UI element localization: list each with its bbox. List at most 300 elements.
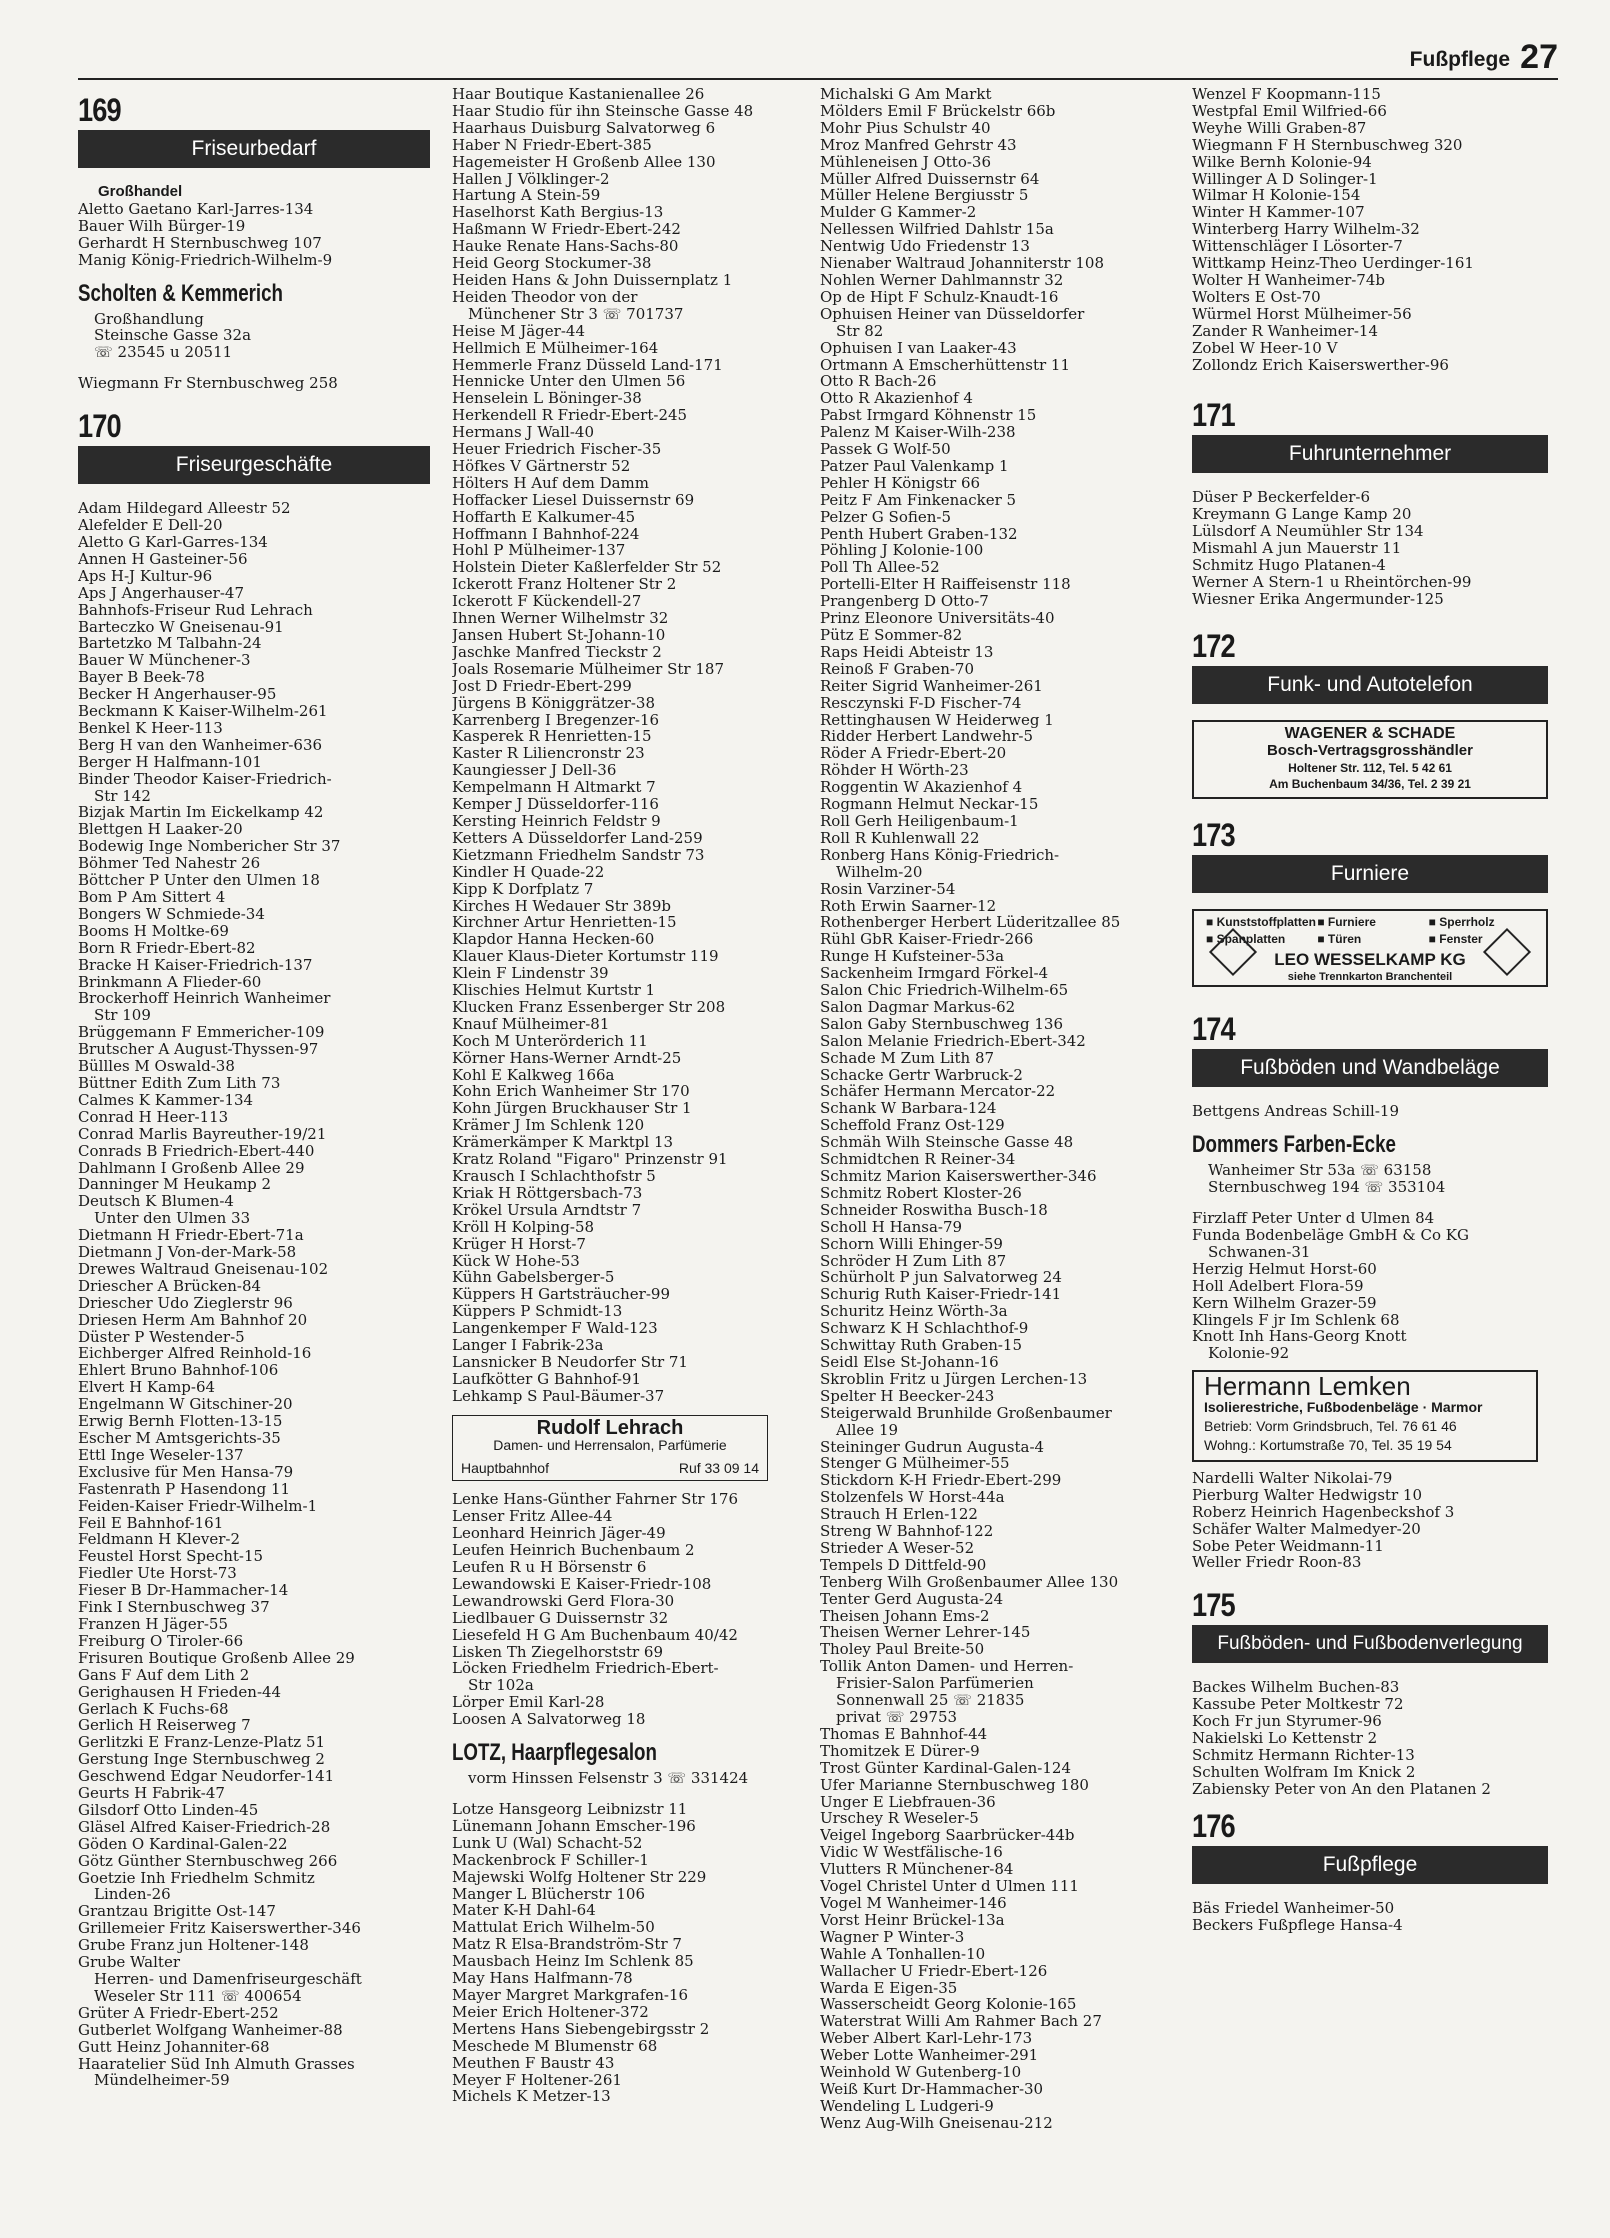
list-item: Warda E Eigen-35 [820,1979,958,1997]
list-item: Klauer Klaus-Dieter Kortumstr 119 [452,948,719,966]
list-item: Mulder G Kammer-2 [820,204,977,222]
list-item: Wagner P Winter-3 [820,1928,965,1946]
list-item: Großhandlung [94,310,204,328]
list-item: Mismahl A jun Mauerstr 11 [1192,540,1402,558]
list-item: Reiter Sigrid Wanheimer-261 [820,677,1043,695]
list-item: Ettl Inge Weseler-137 [78,1446,244,1464]
list-item: Wanheimer Str 53a ☏ 63158 [1208,1162,1432,1180]
list-item: Kirches H Wedauer Str 389b [452,897,671,915]
ad-wessel-products [1200,914,1540,948]
list-item: Heise M Jäger-44 [452,322,585,340]
list-item: Dahlmann I Großenb Allee 29 [78,1159,305,1177]
list-item: Wenzel F Koopmann-115 [1192,86,1381,103]
list-item: Thomas E Bahnhof-44 [820,1725,988,1743]
list-item: Büllles M Oswald-38 [78,1058,235,1075]
fussboeden-list [1192,1210,1548,1362]
ad-wagener-address-2: Am Buchenbaum 34/36, Tel. 2 39 21 [1269,777,1471,792]
list-item: Gutt Heinz Johanniter-68 [78,2038,270,2056]
list-item: Hellmich E Mülheimer-164 [452,339,659,357]
list-item: Koch Fr jun Styrumer-96 [1192,1713,1382,1731]
list-item: Schade M Zum Lith 87 [820,1049,995,1067]
list-item: Roggentin W Akazienhof 4 [820,779,1023,797]
ad-lemken-line-2: Wohng.: Kortumstraße 70, Tel. 35 19 54 [1204,1436,1452,1453]
list-item: Portelli-Elter H Raiffeisenstr 118 [820,576,1071,594]
ad-rudolf-lehrach [452,1415,768,1482]
list-item: Vogel Christel Unter d Ulmen 111 [820,1878,1079,1895]
section-number-170: 170 [78,408,121,445]
section-number-175: 175 [1192,1587,1235,1624]
list-item: Bom P Am Sittert 4 [78,889,226,906]
list-item: Roll Gerh Heiligenbaum-1 [820,812,1019,830]
list-item: Krüger H Horst-7 [452,1235,586,1253]
list-item: Kaster R Liliencronstr 23 [452,745,645,763]
list-item: Joals Rosemarie Mülheimer Str 187 [452,660,724,678]
list-item: Rettinghausen W Heiderweg 1 [820,711,1054,729]
list-item: Streng W Bahnhof-122 [820,1523,994,1540]
list-item: Kröll H Kolping-58 [452,1218,595,1236]
list-item: Herzig Helmut Horst-60 [1192,1260,1377,1278]
column-2 [452,86,798,2105]
list-item: Wendeling L Ludgeri-9 [820,2097,994,2115]
list-item: Skroblin Fritz u Jürgen Lerchen-13 [820,1370,1088,1388]
ad-wessel-item: ■ Türen [1317,932,1362,947]
ad-lehrach-subtitle: Damen- und Herrensalon, Parfümerie [493,1436,727,1453]
list-item: Wasserscheidt Georg Kolonie-165 [820,1996,1077,2014]
ad-lemken-subtitle: Isolierestriche, Fußbodenbeläge · Marmor [1204,1399,1483,1416]
list-item: Hennicke Unter den Ulmen 56 [452,373,686,391]
list-item: Klingels F jr Im Schlenk 68 [1192,1311,1400,1329]
list-item: Alefelder E Dell-20 [78,517,223,534]
list-item: May Hans Halfmann-78 [452,1970,633,1987]
friseur-list-6 [1192,86,1548,373]
list-item: Kohl E Kalkweg 166a [452,1066,615,1084]
list-item: Drewes Waltraud Gneisenau-102 [78,1260,329,1278]
list-item: Hallen J Völklinger-2 [452,170,610,188]
list-item: Str 109 [94,1007,151,1025]
list-item: Bayer B Beek-78 [78,669,205,687]
list-item: Lünemann Johann Emscher-196 [452,1817,696,1835]
list-item: Majewski Wolfg Holtener Str 229 [452,1868,707,1886]
list-item: Grube Walter [78,1954,180,1971]
list-item: Franzen H Jäger-55 [78,1615,228,1633]
list-item: Binder Theodor Kaiser-Friedrich- [78,770,332,788]
list-item: Mühleneisen J Otto-36 [820,153,992,171]
list-item: Feustel Horst Specht-15 [78,1548,264,1566]
list-item: Kern Wilhelm Grazer-59 [1192,1294,1377,1312]
list-item: Kühn Gabelsberger-5 [452,1269,615,1287]
list-item: Grüter A Friedr-Ebert-252 [78,2004,279,2022]
list-item: Pelzer G Sofien-5 [820,508,952,526]
list-item: Backes Wilhelm Buchen-83 [1192,1679,1400,1697]
list-item: Klapdor Hanna Hecken-60 [452,931,655,949]
list-item: Sackenheim Irmgard Förkel-4 [820,965,1049,983]
list-item: Liedlbauer G Duissernstr 32 [452,1609,669,1627]
list-item: Str 102a [468,1677,534,1695]
list-item: Hermans J Wall-40 [452,424,595,442]
list-item: Zollondz Erich Kaiserswerther-96 [1192,356,1449,374]
ad-leo-wesselkamp [1192,909,1548,987]
list-item: Ehlert Bruno Bahnhof-106 [78,1362,279,1380]
list-item: Schürholt P jun Salvatorweg 24 [820,1269,1062,1287]
section-heading-friseurbedarf: Friseurbedarf [78,130,430,168]
list-item: Nardelli Walter Nikolai-79 [1192,1469,1393,1487]
list-item: Ortmann A Emscherhüttenstr 11 [820,356,1070,374]
list-item: Veigel Ingeborg Saarbrücker-44b [820,1827,1075,1845]
list-item: Lenke Hans-Günther Fahrner Str 176 [452,1491,739,1509]
fusspflege-list [1192,1900,1548,1934]
ad-lemken-name: Hermann Lemken [1204,1371,1411,1402]
list-item: Zabiensky Peter von An den Platanen 2 [1192,1780,1491,1798]
list-item: Wilke Bernh Kolonie-94 [1192,153,1372,171]
list-item: Nellessen Wilfried Dahlstr 15a [820,221,1054,239]
list-item: Escher M Amtsgerichts-35 [78,1430,281,1447]
list-item: Liesefeld H G Am Buchenbaum 40/42 [452,1626,738,1644]
list-item: Manger L Blücherstr 106 [452,1885,645,1903]
list-item: Pütz E Sommer-82 [820,627,963,644]
list-item: Weinhold W Gutenberg-10 [820,2064,1022,2081]
list-item: Resczynski F-D Fischer-74 [820,694,1022,712]
list-item: Kersting Heinrich Feldstr 9 [452,812,661,830]
list-item: Haar Studio für ihn Steinsche Gasse 48 [452,102,754,120]
list-item: Nakielski Lo Kettenstr 2 [1192,1730,1378,1747]
list-item: Roth Erwin Saarner-12 [820,897,997,915]
list-item: Göden O Kardinal-Galen-22 [78,1835,288,1853]
list-item: Loosen A Salvatorweg 18 [452,1711,646,1729]
list-item: Mayer Margret Markgrafen-16 [452,1986,689,2004]
list-item: Schneider Roswitha Busch-18 [820,1201,1048,1219]
listing-wiegmann: Wiegmann Fr Sternbuschweg 258 [78,375,338,393]
section-heading-friseurgeschaefte: Friseurgeschäfte [78,446,430,484]
list-item: Lülsdorf A Neumühler Str 134 [1192,523,1424,541]
column-4 [1192,86,1548,1933]
spacer [78,361,430,375]
list-item: Brutscher A August-Thyssen-97 [78,1041,319,1059]
ad-wagener-address-1: Holtener Str. 112, Tel. 5 42 61 [1288,760,1452,775]
list-item: Schmitz Hugo Platanen-4 [1192,557,1386,574]
list-item: Müller Helene Bergiusstr 5 [820,187,1029,205]
list-item: Erwig Bernh Flotten-13-15 [78,1413,283,1430]
list-item: Poll Th Allee-52 [820,559,940,577]
list-item: Matz R Elsa-Brandström-Str 7 [452,1936,682,1954]
list-item: Weiß Kurt Dr-Hammacher-30 [820,2080,1044,2098]
list-item: Haßmann W Friedr-Ebert-242 [452,221,681,239]
list-item: Laufkötter G Bahnhof-91 [452,1370,642,1388]
list-item: Kriak H Röttgersbach-73 [452,1184,643,1202]
list-item: Vorst Heinr Brückel-13a [820,1911,1005,1929]
list-item: Düser P Beckerfelder-6 [1192,489,1370,507]
list-item: Aps J Angerhauser-47 [78,584,244,602]
list-item: Urschey R Weseler-5 [820,1810,979,1828]
list-item: Benkel K Heer-113 [78,719,223,737]
list-item: Adam Hildegard Alleestr 52 [78,500,291,518]
list-item: Nohlen Werner Dahlmannstr 32 [820,271,1064,289]
list-item: Kreymann G Lange Kamp 20 [1192,506,1412,524]
list-item: Langer I Fabrik-23a [452,1337,604,1354]
list-item: Linden-26 [94,1886,171,1904]
list-item: Schröder H Zum Lith 87 [820,1252,1007,1270]
list-item: Böhmer Ted Nahestr 26 [78,855,261,873]
list-item: Brinkmann A Flieder-60 [78,973,262,991]
list-item: Meyer F Holtener-261 [452,2071,622,2089]
section-heading-fussboeden-wandbelaege: Fußböden und Wandbeläge [1192,1049,1548,1087]
list-item: Kasperek R Henrietten-15 [452,728,652,746]
fussbodenverlegung-list [1192,1679,1548,1797]
list-item: Prangenberg D Otto-7 [820,593,989,611]
list-item: Schwarz K H Schlachthof-9 [820,1320,1029,1338]
list-item: Goetzie Inh Friedhelm Schmitz [78,1869,315,1887]
list-item: Heiden Hans & John Duissernplatz 1 [452,271,733,289]
list-item: Roll R Kuhlenwall 22 [820,829,980,847]
list-item: Holl Adelbert Flora-59 [1192,1277,1364,1295]
list-item: Knott Inh Hans-Georg Knott [1192,1328,1407,1346]
list-item: Driesen Herm Am Bahnhof 20 [78,1311,308,1329]
list-item: Hölters H Auf dem Damm [452,474,649,492]
section-heading-funk-autotelefon: Funk- und Autotelefon [1192,666,1548,704]
list-item: Grillemeier Fritz Kaiserswerther-346 [78,1920,361,1938]
listing-dommers: Dommers Farben-Ecke [1192,1131,1396,1159]
list-item: Bongers W Schmiede-34 [78,905,265,923]
list-item: Lenser Fritz Allee-44 [452,1508,613,1526]
list-item: Firzlaff Peter Unter d Ulmen 84 [1192,1210,1435,1227]
list-item: Schuritz Heinz Wörth-3a [820,1303,1008,1321]
list-item: Mater K-H Dahl-64 [452,1902,596,1920]
list-item: Wahle A Tonhallen-10 [820,1945,986,1963]
list-item: Schmitz Hermann Richter-13 [1192,1746,1415,1764]
list-item: Dietmann J Von-der-Mark-58 [78,1244,297,1261]
friseur-list-1 [78,500,430,2089]
list-item: Weyhe Willi Graben-87 [1192,119,1367,137]
list-item: Krausch I Schlachthofstr 5 [452,1168,656,1185]
grosshandel-list [78,201,430,269]
list-item: Schwanen-31 [1208,1243,1311,1261]
list-item: Wiegmann F H Sternbuschweg 320 [1192,136,1463,154]
list-item: Ickerott Franz Holtener Str 2 [452,576,677,594]
list-item: Salon Gaby Sternbuschweg 136 [820,1015,1063,1033]
list-item: Vogel M Wanheimer-146 [820,1894,1007,1912]
list-item: Geschwend Edgar Neudorfer-141 [78,1768,335,1786]
list-item: Jansen Hubert St-Johann-10 [452,627,666,644]
list-item: Winterberg Harry Wilhelm-32 [1192,221,1420,239]
list-item: Tollik Anton Damen- und Herren- [820,1658,1074,1676]
list-item: Ickerott F Kückendell-27 [452,593,642,611]
list-item: Beckmann K Kaiser-Wilhelm-261 [78,703,328,720]
list-item: Zander R Wanheimer-14 [1192,322,1378,340]
column-3 [820,86,1170,2132]
list-item: Holstein Dieter Kaßlerfelder Str 52 [452,559,722,577]
list-item: Kolonie-92 [1208,1345,1290,1363]
list-item: Haaratelier Süd Inh Almuth Grasses [78,2055,355,2073]
list-item: Theisen Werner Lehrer-145 [820,1624,1031,1642]
list-item: Rogmann Helmut Neckar-15 [820,796,1039,813]
section-number-176: 176 [1192,1807,1235,1844]
list-item: Mroz Manfred Gehrstr 43 [820,136,1017,154]
listing-lotz-address: vorm Hinssen Felsenstr 3 ☏ 331424 [468,1770,749,1787]
list-item: Sonnenwall 25 ☏ 21835 [836,1692,1025,1709]
list-item: Strauch H Erlen-122 [820,1506,978,1524]
list-item: Wiesner Erika Angermunder-125 [1192,590,1444,608]
list-item: Rosin Varziner-54 [820,880,956,898]
list-item: Exclusive für Men Hansa-79 [78,1463,294,1481]
list-item: Düster P Westender-5 [78,1328,245,1346]
list-item: Hoffmann I Bahnhof-224 [452,525,640,543]
list-item: Haselhorst Kath Bergius-13 [452,204,664,222]
section-number-171: 171 [1192,397,1235,434]
list-item: Meier Erich Holtener-372 [452,2003,649,2021]
ad-lehrach-phone: Ruf 33 09 14 [678,1459,759,1476]
section-number-172: 172 [1192,627,1235,664]
list-item: Lehkamp S Paul-Bäumer-37 [452,1387,665,1405]
list-item: Driescher A Brücken-84 [78,1277,262,1295]
list-item: Willinger A D Solinger-1 [1192,170,1378,188]
list-item: Pöhling J Kolonie-100 [820,542,984,560]
list-item: Kaungiesser J Dell-36 [452,762,617,780]
list-item: Stolzenfels W Horst-44a [820,1489,1005,1507]
list-item: Brockerhoff Heinrich Wanheimer [78,990,331,1008]
list-item: Kipp K Dorfplatz 7 [452,880,594,898]
list-item: Born R Friedr-Ebert-82 [78,939,256,957]
list-item: Runge H Kufsteiner-53a [820,948,1005,966]
subheading-grosshandel: Großhandel [98,183,183,200]
list-item: Hoffarth E Kalkumer-45 [452,508,636,526]
list-item: Theisen Johann Ems-2 [820,1607,990,1625]
list-item: Fieser B Dr-Hammacher-14 [78,1582,289,1600]
list-item: Werner A Stern-1 u Rheintörchen-99 [1192,573,1472,591]
list-item: Trost Günter Kardinal-Galen-124 [820,1759,1071,1777]
list-item: Kück W Hohe-53 [452,1252,580,1270]
list-item: Meschede M Blumenstr 68 [452,2037,658,2055]
list-item: Steininger Gudrun Augusta-4 [820,1438,1045,1456]
list-item: Steinsche Gasse 32a [94,327,252,345]
list-item: Bahnhofs-Friseur Rud Lehrach [78,601,313,619]
friseur-list-2 [452,86,798,1405]
list-item: Spelter H Beecker-243 [820,1387,995,1405]
list-item: Deutsch K Blumen-4 [78,1193,234,1211]
list-item: Steigerwald Brunhilde Großenbaumer [820,1404,1112,1422]
list-item: Scheffold Franz Ost-129 [820,1117,1005,1135]
ad-wessel-item: ■ Sperrholz [1428,915,1495,930]
list-item: Wallacher U Friedr-Ebert-126 [820,1962,1048,1980]
list-item: Ketters A Düsseldorfer Land-259 [452,829,703,847]
list-item: Münchener Str 3 ☏ 701737 [468,305,684,323]
list-item: Löcken Friedhelm Friedrich-Ebert- [452,1660,719,1678]
list-item: Frisier-Salon Parfümerien [836,1675,1034,1693]
list-item: Gerstung Inge Sternbuschweg 2 [78,1751,325,1769]
list-item: Engelmann W Gitschiner-20 [78,1396,293,1414]
list-item: Lisken Th Ziegelhorststr 69 [452,1643,663,1661]
list-item: Calmes K Kammer-134 [78,1091,254,1109]
list-item: Kohn Erich Wanheimer Str 170 [452,1083,690,1101]
page-header [78,38,1558,80]
ad-wessel-name: LEO WESSELKAMP KG [1274,950,1466,970]
list-item: Conrad Marlis Bayreuther-19/21 [78,1125,327,1143]
list-item: Schacke Gertr Warbruck-2 [820,1066,1023,1084]
list-item: Aletto Gaetano Karl-Jarres-134 [78,200,314,218]
list-item: Jost D Friedr-Ebert-299 [452,677,632,695]
list-item: Schmäh Wilh Steinsche Gasse 48 [820,1134,1074,1152]
list-item: Henselein L Böninger-38 [452,390,642,408]
list-item: Herren- und Damenfriseurgeschäft [94,1971,362,1988]
list-item: Prinz Eleonore Universitäts-40 [820,610,1055,627]
list-item: Fiedler Ute Horst-73 [78,1565,237,1583]
list-item: Leonhard Heinrich Jäger-49 [452,1525,666,1543]
list-item: Klischies Helmut Kurtstr 1 [452,982,656,999]
list-item: Lörper Emil Karl-28 [452,1694,605,1712]
list-item: Nienaber Waltraud Johanniterstr 108 [820,255,1104,272]
list-item: Rühl GbR Kaiser-Friedr-266 [820,931,1034,949]
list-item: Bodewig Inge Nombericher Str 37 [78,838,341,856]
list-item: Raps Heidi Abteistr 13 [820,643,994,661]
ad-lehrach-name: Rudolf Lehrach [536,1416,684,1439]
list-item: Bauer Wilh Bürger-19 [78,217,246,235]
list-item: Berg H van den Wanheimer-636 [78,736,323,754]
list-item: Becker H Angerhauser-95 [78,686,277,704]
list-item: Ufer Marianne Sternbuschweg 180 [820,1776,1089,1794]
list-item: Schmitz Marion Kaiserswerther-346 [820,1168,1097,1185]
list-item: Würmel Horst Mülheimer-56 [1192,305,1412,323]
list-item: Pehler H Königstr 66 [820,474,981,492]
list-item: Conrads B Friedrich-Ebert-440 [78,1142,315,1160]
list-item: Bracke H Kaiser-Friedrich-137 [78,956,313,974]
list-item: Schäfer Walter Malmedyer-20 [1192,1520,1421,1538]
list-item: Mölders Emil F Brückelstr 66b [820,102,1056,120]
list-item: Str 82 [836,322,884,340]
list-item: Lewandowski E Kaiser-Friedr-108 [452,1575,712,1593]
ad-lehrach-contact [461,1460,759,1477]
list-item: Schulten Wolfram Im Knick 2 [1192,1763,1416,1781]
list-item: Michalski G Am Markt [820,86,992,103]
list-item: Stickdorn K-H Friedr-Ebert-299 [820,1472,1062,1490]
list-item: Tempels D Dittfeld-90 [820,1556,987,1574]
list-item: Allee 19 [836,1421,899,1439]
list-item: Pabst Irmgard Köhnenstr 15 [820,407,1037,425]
list-item: Westpfal Emil Wilfried-66 [1192,102,1387,120]
list-item: Gerlitzki E Franz-Lenze-Platz 51 [78,1734,326,1752]
listing-scholten-kemmerich: Scholten & Kemmerich [78,279,283,307]
list-item: Wolter H Wanheimer-74b [1192,271,1386,289]
list-item: Bizjak Martin Im Eickelkamp 42 [78,804,324,822]
list-item: Ophuisen I van Laaker-43 [820,339,1017,357]
list-item: Kempelmann H Altmarkt 7 [452,779,656,797]
list-item: Blettgen H Laaker-20 [78,821,243,839]
scholten-details [78,311,430,362]
list-item: Freiburg O Tiroler-66 [78,1632,244,1650]
list-item: Grube Franz jun Holtener-148 [78,1937,309,1955]
list-item: Hemmerle Franz Düsseld Land-171 [452,356,723,374]
list-item: Beckers Fußpflege Hansa-4 [1192,1916,1403,1934]
list-item: Michels K Metzer-13 [452,2088,611,2106]
list-item: Gilsdorf Otto Linden-45 [78,1801,259,1819]
list-item: Gutberlet Wolfgang Wanheimer-88 [78,2021,343,2039]
list-item: Tholey Paul Breite-50 [820,1641,985,1659]
list-item: Meuthen F Baustr 43 [452,2054,615,2072]
page-number: 27 [1520,38,1558,76]
listing-lotz: LOTZ, Haarpflegesalon [452,1739,657,1767]
ad-wagener-subtitle: Bosch-Vertragsgrosshändler [1267,741,1473,759]
list-item: Ophuisen Heiner van Düsseldorfer [820,305,1085,323]
list-item: Lunk U (Wal) Schacht-52 [452,1834,643,1852]
list-item: Scholl H Hansa-79 [820,1218,963,1236]
list-item: Geurts H Fabrik-47 [78,1785,225,1802]
page-running-title: Fußpflege [1409,48,1510,71]
ad-lemken-line-1: Betrieb: Vorm Grindsbruch, Tel. 76 61 46 [1204,1418,1457,1435]
section-heading-fuhrunternehmer: Fuhrunternehmer [1192,435,1548,473]
list-item: Salon Dagmar Markus-62 [820,998,1016,1016]
list-item: Feldmann H Klever-2 [78,1531,240,1549]
list-item: Booms H Moltke-69 [78,922,229,940]
list-item: Lewandrowski Gerd Flora-30 [452,1592,675,1610]
list-item: Jürgens B Königgrätzer-38 [452,694,655,712]
list-item: Haar Boutique Kastanienallee 26 [452,86,705,103]
